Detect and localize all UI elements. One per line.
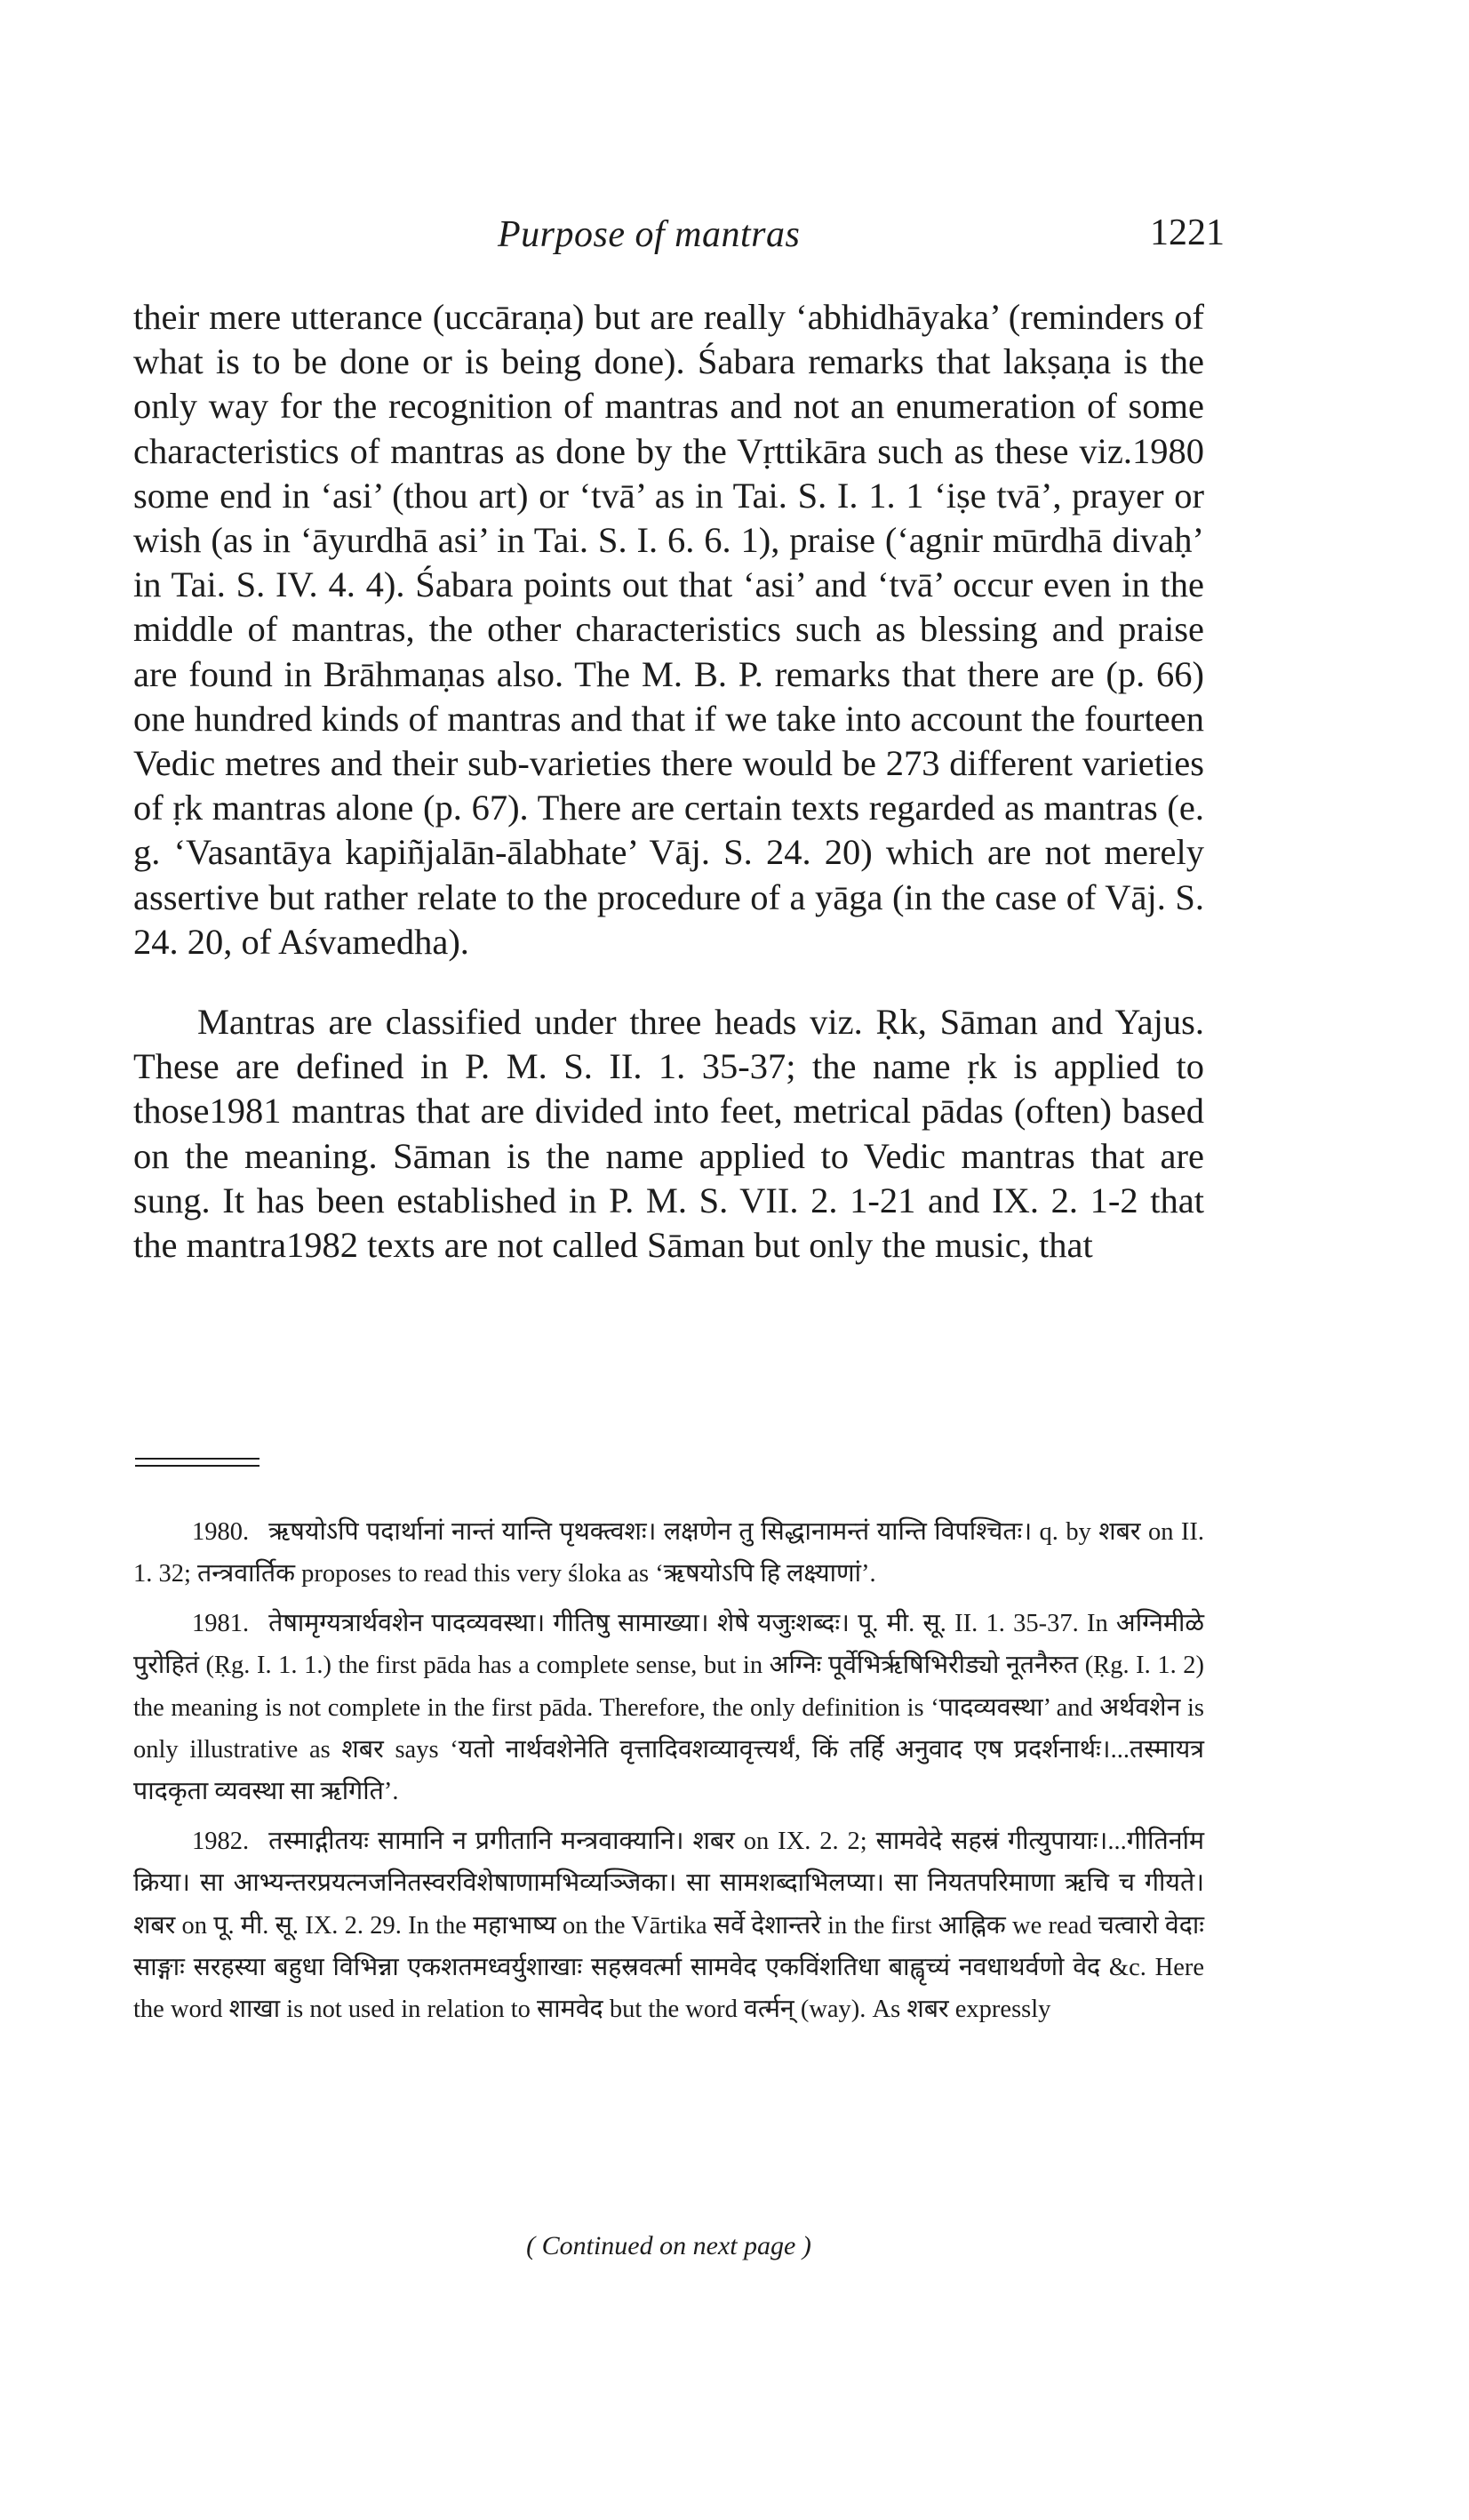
paragraph-mantra-classification: Mantras are classified under three heads viz. Ṛk, Sāman and Yajus. These are defined in P. M. S. II. 1. 35-37; the name ṛk is applied to those1981 mantras that are divided into feet, metrical pādas (often) based on the meaning. Sāman is the name applied to Vedic mantras that are sung. It has been established in P. M. S. VII. 2. 1-21 and IX. 2. 1-2 that the mantra1982 texts are not called Sāman but only the music, that [133, 1002, 1204, 1266]
footnote-1980 [133, 1511, 1204, 1596]
page-number: 1221 [1150, 212, 1225, 253]
running-header [133, 206, 1225, 260]
running-title: Purpose of mantras [498, 214, 801, 255]
footnote-1982 [133, 1820, 1204, 2031]
footnote-number: 1982. [192, 1827, 250, 1855]
continued-notice: ( Continued on next page ) [526, 2231, 811, 2260]
footnote-separator-rule [135, 1458, 259, 1467]
footnote-number: 1981. [192, 1609, 250, 1637]
footnotes [133, 1511, 1204, 2038]
paragraph-continuation: their mere utterance (uccāraṇa) but are really ‘abhidhāyaka’ (reminders of what is to be done or is being done). Śabara remarks that lakṣaṇa is the only way for the recognition of mantras and not an enumeration of some characteristics of mantras as done by the Vṛttikāra such as these viz.1980 some end in ‘asi’ (thou art) or ‘tvā’ as in Tai. S. I. 1. 1 ‘iṣe tvā’, prayer or wish (as in ‘āyurdhā asi’ in Tai. S. I. 6. 6. 1), praise (‘agnir mūrdhā divaḥ’ in Tai. S. IV. 4. 4). Śabara points out that ‘asi’ and ‘tvā’ occur even in the middle of mantras, the other characteristics such as blessing and praise are found in Brāhmaṇas also. The M. B. P. remarks that there are (p. 66) one hundred kinds of mantras and that if we take into account the fourteen Vedic metres and their sub-varieties there would be 273 different varieties of ṛk mantras alone (p. 67). There are certain texts regarded as mantras (e. g. ‘Vasantāya kapiñjalān-ālabhate’ Vāj. S. 24. 20) which are not merely assertive but rather relate to the procedure of a yāga (in the case of Vāj. S. 24. 20, of Aśvamedha). [133, 297, 1204, 962]
main-text [133, 295, 1204, 1268]
footnote-text: तस्माद्गीतयः सामानि न प्रगीतानि मन्त्रवाक्यानि। शबर on IX. 2. 2; सामवेदे सहस्रं गीत्युपायाः।...गीतिर्नाम क्रिया। सा आभ्यन्तरप्रयत्नजनितस्वरविशेषाणामभिव्यञ्जिका। सा सामशब्दाभिलप्या। सा नियतपरिमाणा ऋचि च गीयते। शबर on पू. मी. सू. IX. 2. 29. In the महाभाष्य on the Vārtika सर्वे देशान्तरे in the first आह्निक we read चत्वारो वेदाः साङ्गाः सरहस्या बहुधा विभिन्ना एकशतमध्वर्युशाखाः सहस्रवर्त्मा सामवेद एकविंशतिधा बाह्वृच्यं नवधाथर्वणो वेद &c. Here the word शाखा is not used in relation to सामवेद but the word वर्त्मन् (way). As शबर expressly [133, 1827, 1204, 2024]
footnote-text: ऋषयोऽपि पदार्थानां नान्तं यान्ति पृथक्त्वशः। लक्षणेन तु सिद्धानामन्तं यान्ति विपश्चितः। q. by शबर on II. 1. 32; तन्त्रवार्तिक proposes to read this very śloka as ‘ऋषयोऽपि हि लक्ष्याणां’. [133, 1518, 1204, 1588]
footnote-text: तेषामृग्यत्रार्थवशेन पादव्यवस्था। गीतिषु सामाख्या। शेषे यजुःशब्दः। पू. मी. सू. II. 1. 35-37. In अग्निमीळे पुरोहितं (Ṛg. I. 1. 1.) the first pāda has a complete sense, but in अग्निः पूर्वेभिर्ऋषिभिरीड्यो नूतनैरुत (Ṛg. I. 1. 2) the meaning is not complete in the first pāda. Therefore, the only definition is ‘पादव्यवस्था’ and अर्थवशेन is only illustrative as शबर says ‘यतो नार्थवशेनेति वृत्तादिवशव्यावृत्त्यर्थं, किं तर्हि अनुवाद एष प्रदर्शनार्थः।...तस्मायत्र पादकृता व्यवस्था सा ऋगिति’. [133, 1609, 1204, 1806]
footnote-1981 [133, 1603, 1204, 1813]
footnote-number: 1980. [192, 1518, 250, 1546]
